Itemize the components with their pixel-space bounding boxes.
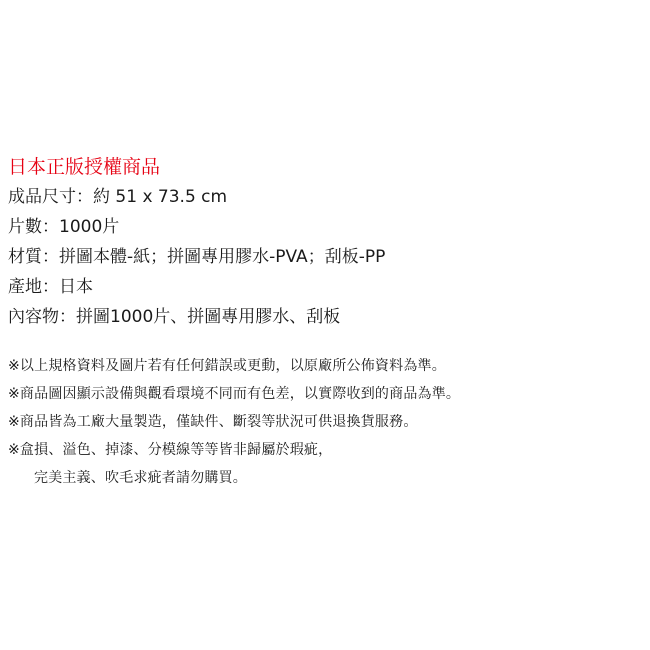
spec-piece-count: 片數：1000片 [8, 217, 120, 237]
notice-defect-definition: ※盒損、溢色、掉漆、分模線等等皆非歸屬於瑕疵， [8, 442, 333, 458]
authorized-product-title: 日本正版授權商品 [8, 156, 161, 178]
spec-size: 成品尺寸：約 51 x 73.5 cm [8, 187, 228, 207]
notice-color-difference: ※商品圖因顯示設備與觀看環境不同而有色差，以實際收到的商品為準。 [8, 386, 461, 402]
notice-return-policy: ※商品皆為工廠大量製造，僅缺件、斷裂等狀況可供退換貨服務。 [8, 414, 418, 430]
notice-list [8, 352, 644, 492]
notice-spec-changes: ※以上規格資料及圖片若有任何錯誤或更動，以原廠所公佈資料為準。 [8, 358, 446, 374]
spec-list [8, 182, 644, 332]
spec-contents: 內容物：拼圖1000片、拼圖專用膠水、刮板 [8, 307, 341, 327]
notice-perfectionist-warning: 完美主義、吹毛求疵者請勿購買。 [34, 470, 247, 486]
spec-material: 材質：拼圖本體-紙；拼圖專用膠水-PVA；刮板-PP [8, 247, 386, 267]
spec-origin: 產地：日本 [8, 277, 93, 297]
product-info-document [8, 152, 644, 492]
